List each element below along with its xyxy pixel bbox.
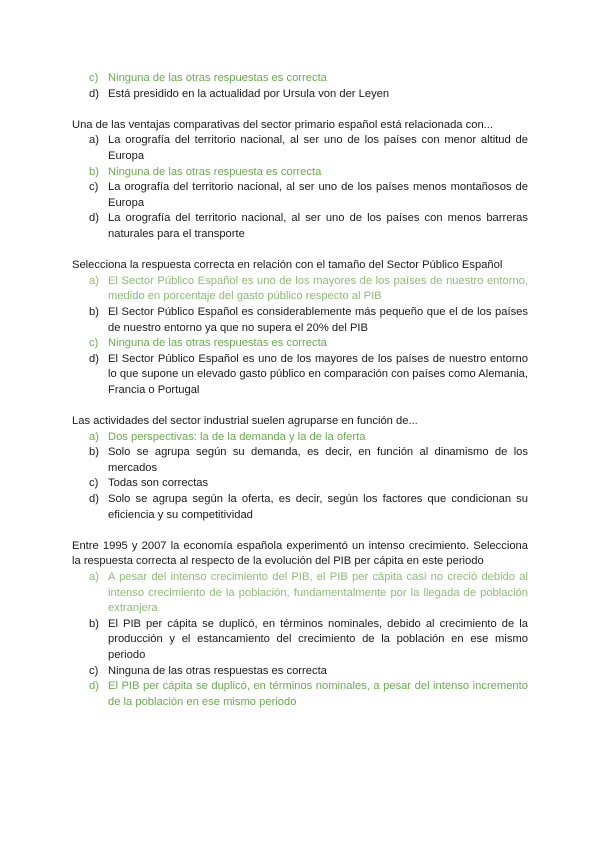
option-letter: a) [89, 274, 99, 287]
intro-option-d [72, 87, 528, 103]
option-d [72, 352, 528, 399]
option-text: Solo se agrupa según su demanda, es decir, en función al dinamismo de los mercados [108, 446, 528, 474]
option-c [72, 336, 528, 352]
option-b [72, 165, 528, 181]
option-text: Todas son correctas [108, 477, 209, 490]
option-letter: c) [89, 72, 99, 84]
option-c [72, 180, 528, 211]
option-letter: a) [89, 134, 99, 147]
option-text: El Sector Público Español es uno de los mayores de los países de nuestro entorno, medido en porcentaje del gasto público respecto al PIB [108, 274, 528, 303]
question-text: Selecciona la respuesta correcta en relación con el tamaño del Sector Público Español [72, 259, 503, 272]
option-b [72, 617, 528, 664]
option-text: Ninguna de las otras respuestas es correcta [108, 72, 327, 84]
intro-options [72, 71, 528, 102]
option-text: La orografía del territorio nacional, al ser uno de los países con menos barreras naturales para el transporte [108, 212, 528, 240]
option-letter: b) [89, 305, 99, 318]
option-text: La orografía del territorio nacional, al ser uno de los países con menor altitud de Europa [108, 134, 528, 162]
option-a [72, 274, 528, 305]
question-2 [72, 258, 528, 398]
option-text: Ninguna de las otras respuesta es correcta [108, 165, 322, 178]
option-a [72, 570, 528, 617]
option-text: Ninguna de las otras respuestas es correcta [108, 337, 327, 350]
option-letter: a) [89, 430, 99, 443]
option-text: Ninguna de las otras respuestas es correcta [108, 664, 327, 677]
option-text: El Sector Público Español es uno de los mayores de los países de nuestro entorno lo que supone un elevado gasto público en comparación con países como Alemania, Francia o Portugal [108, 352, 528, 396]
option-text: El PIB per cápita se duplicó, en términos nominales, debido al crecimiento de la producción y el estancamiento del crecimiento de la población en ese mismo periodo [108, 617, 528, 661]
question-3 [72, 414, 528, 523]
option-text: A pesar del intenso crecimiento del PIB, el PIB per cápita casi no creció debido al intenso crecimiento de la población, fundamentalmente por la llegada de población extranjera [108, 571, 528, 615]
option-letter: b) [89, 446, 99, 459]
option-letter: d) [89, 212, 99, 225]
option-letter: d) [89, 87, 99, 100]
question-text: Entre 1995 y 2007 la economía española experimentó un intenso crecimiento. Selecciona la respuesta correcta al respecto de la evolución del PIB per cápita en este periodo [72, 539, 528, 568]
option-d [72, 492, 528, 523]
option-text: Está presidido en la actualidad por Ursula von der Leyen [108, 87, 390, 100]
option-c [72, 476, 528, 492]
option-letter: c) [89, 664, 99, 677]
option-d [72, 211, 528, 242]
option-b [72, 305, 528, 336]
option-text: Solo se agrupa según la oferta, es decir, según los factores que condicionan su eficiencia y su competitividad [108, 493, 528, 521]
option-letter: c) [89, 181, 99, 194]
option-letter: c) [89, 337, 99, 350]
question-1 [72, 118, 528, 243]
option-text: Dos perspectivas: la de la demanda y la de la oferta [108, 430, 366, 443]
option-text: El PIB per cápita se duplicó, en términos nominales, a pesar del intenso incremento de la población en ese mismo periodo [108, 680, 528, 708]
option-d [72, 679, 528, 710]
option-letter: a) [89, 571, 99, 583]
option-text: La orografía del territorio nacional, al ser uno de los países menos montañosos de Europa [108, 181, 528, 209]
option-c [72, 664, 528, 680]
question-text: Una de las ventajas comparativas del sector primario español está relacionada con... [72, 118, 494, 131]
option-text: El Sector Público Español es considerablemente más pequeño que el de los países de nuestro entorno ya que no supera el 20% del PIB [108, 305, 528, 334]
option-letter: c) [89, 477, 99, 490]
option-letter: d) [89, 352, 99, 365]
option-letter: b) [89, 165, 99, 178]
option-a [72, 430, 528, 446]
option-letter: d) [89, 680, 99, 693]
intro-option-c [72, 71, 528, 87]
question-4 [72, 539, 528, 711]
question-text: Las actividades del sector industrial suelen agruparse en función de... [72, 415, 418, 428]
option-b [72, 445, 528, 476]
document-page [72, 71, 528, 710]
option-letter: d) [89, 493, 99, 506]
option-letter: b) [89, 617, 99, 630]
option-a [72, 133, 528, 164]
